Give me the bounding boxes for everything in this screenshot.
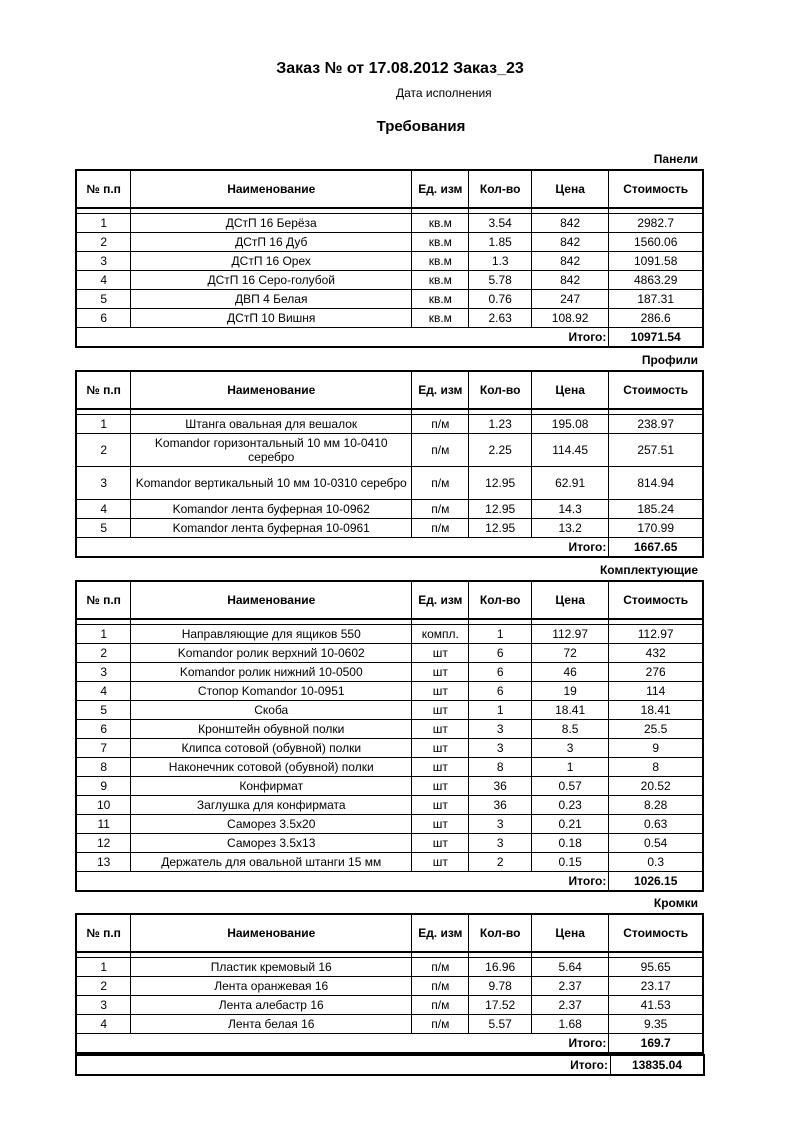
section-total-row (77, 872, 703, 891)
column-header: Наименование (131, 372, 412, 410)
table-cell: компл. (412, 625, 469, 644)
table-cell: ДСтП 16 Берёза (131, 214, 412, 233)
table-cell: 195.08 (531, 415, 608, 434)
table-cell: 6 (469, 682, 531, 701)
header-row (77, 582, 703, 620)
grand-total-label: Итого: (554, 1056, 611, 1075)
table-cell: 170.99 (609, 519, 703, 538)
table-cell: 257.51 (609, 434, 703, 467)
table-cell: 9 (77, 777, 131, 796)
table-cell: 12.95 (469, 467, 531, 500)
table-cell: 1 (77, 625, 131, 644)
table-cell: 9.78 (469, 977, 531, 996)
column-header: Стоимость (609, 582, 703, 620)
table-cell: 72 (531, 644, 608, 663)
table-cell: 842 (531, 214, 608, 233)
table-cell: 1 (469, 701, 531, 720)
table-row (77, 233, 703, 252)
table-cell: 11 (77, 815, 131, 834)
section-table (76, 371, 703, 557)
table-cell: 1.68 (531, 1015, 608, 1034)
table-cell: 112.97 (609, 625, 703, 644)
table-cell: 286.6 (609, 309, 703, 328)
table-cell: 25.5 (609, 720, 703, 739)
table-row (77, 309, 703, 328)
table-cell: кв.м (412, 214, 469, 233)
table-cell: Кронштейн обувной полки (131, 720, 412, 739)
table-row (77, 977, 703, 996)
grand-total-table (76, 1055, 704, 1075)
table-cell: 0.63 (609, 815, 703, 834)
section-label: Профили (641, 353, 698, 367)
section-total-value: 1026.15 (609, 872, 703, 891)
requirements-heading: Требования (376, 118, 466, 135)
table-cell: п/м (412, 519, 469, 538)
table-cell: 17.52 (469, 996, 531, 1015)
table-cell: 5 (77, 701, 131, 720)
table-cell: кв.м (412, 309, 469, 328)
table-row (77, 290, 703, 309)
table-row (77, 519, 703, 538)
table-cell: Клипса сотовой (обувной) полки (131, 739, 412, 758)
table-row (77, 625, 703, 644)
table-cell: 114 (609, 682, 703, 701)
grand-total-blank (77, 1056, 554, 1075)
column-header: Наименование (131, 582, 412, 620)
table-cell: 3 (77, 996, 131, 1015)
table-cell: 8 (469, 758, 531, 777)
table-cell: 0.54 (609, 834, 703, 853)
table-cell: 19 (531, 682, 608, 701)
table-cell: ДСтП 16 Дуб (131, 233, 412, 252)
table-cell: 13 (77, 853, 131, 872)
column-header: Кол-во (469, 915, 531, 953)
section-label: Комплектующие (599, 563, 698, 577)
table-cell: 2.37 (531, 977, 608, 996)
table-cell: кв.м (412, 252, 469, 271)
table-cell: 3.54 (469, 214, 531, 233)
table-cell: 23.17 (609, 977, 703, 996)
table-row (77, 214, 703, 233)
table-row (77, 958, 703, 977)
column-header: Цена (531, 171, 608, 209)
section-total-value: 169.7 (609, 1034, 703, 1053)
table-cell: 6 (77, 720, 131, 739)
table-row (77, 663, 703, 682)
column-header: Стоимость (609, 915, 703, 953)
column-header: № п.п (77, 582, 131, 620)
column-header: № п.п (77, 915, 131, 953)
table-cell: 0.15 (531, 853, 608, 872)
table-cell: шт (412, 758, 469, 777)
table-row (77, 853, 703, 872)
table-cell: 8.28 (609, 796, 703, 815)
table-cell: 0.76 (469, 290, 531, 309)
table-cell: 842 (531, 252, 608, 271)
table-cell: 0.23 (531, 796, 608, 815)
table-row (77, 996, 703, 1015)
column-header: № п.п (77, 171, 131, 209)
column-header: Ед. изм (412, 582, 469, 620)
table-cell: 0.3 (609, 853, 703, 872)
section-label: Панели (653, 152, 698, 166)
table-cell: Komandor ролик верхний 10-0602 (131, 644, 412, 663)
table-cell: Стопор Komandor 10-0951 (131, 682, 412, 701)
table-cell: 842 (531, 233, 608, 252)
table-cell: ДВП 4 Белая (131, 290, 412, 309)
table-cell: 1 (531, 758, 608, 777)
table-cell: 6 (469, 644, 531, 663)
table-row (77, 434, 703, 467)
table-row (77, 796, 703, 815)
table-cell: 2.63 (469, 309, 531, 328)
table-cell: 6 (77, 309, 131, 328)
table-cell: 3 (469, 720, 531, 739)
column-header: Ед. изм (412, 171, 469, 209)
document-title: Заказ № от 17.08.2012 Заказ_23 (276, 60, 524, 77)
table-cell: кв.м (412, 233, 469, 252)
table-cell: Штанга овальная для вешалок (131, 415, 412, 434)
table-cell: шт (412, 777, 469, 796)
table-cell: 0.57 (531, 777, 608, 796)
table-cell: п/м (412, 434, 469, 467)
table-row (77, 1015, 703, 1034)
column-header: Стоимость (609, 171, 703, 209)
table-cell: 2 (77, 233, 131, 252)
table-cell: 2.37 (531, 996, 608, 1015)
table-cell: шт (412, 663, 469, 682)
section-total-row (77, 328, 703, 347)
table-cell: кв.м (412, 271, 469, 290)
table-cell: 3 (469, 834, 531, 853)
table-cell: 36 (469, 777, 531, 796)
table-cell: 3 (469, 815, 531, 834)
table-cell: Держатель для овальной штанги 15 мм (131, 853, 412, 872)
table-cell: 16.96 (469, 958, 531, 977)
table-cell: 3 (77, 467, 131, 500)
header-row (77, 171, 703, 209)
section-total-label: Итого: (531, 538, 608, 557)
section-total-value: 10971.54 (609, 328, 703, 347)
section-total-row (77, 538, 703, 557)
table-cell: 36 (469, 796, 531, 815)
execution-date-label: Дата исполнения (396, 86, 492, 100)
table-cell: 4 (77, 271, 131, 290)
table-row (77, 720, 703, 739)
section-label: Кромки (653, 896, 698, 910)
table-cell: ДСтП 16 Серо-голубой (131, 271, 412, 290)
table-cell: 4 (77, 1015, 131, 1034)
table-cell: шт (412, 796, 469, 815)
table-cell: 6 (469, 663, 531, 682)
table-row (77, 701, 703, 720)
table-row (77, 467, 703, 500)
column-header: Ед. изм (412, 372, 469, 410)
table-cell: 185.24 (609, 500, 703, 519)
table-cell: Саморез 3.5х13 (131, 834, 412, 853)
table-cell: шт (412, 739, 469, 758)
table-cell: Конфирмат (131, 777, 412, 796)
table-cell: Направляющие для ящиков 550 (131, 625, 412, 644)
header-row (77, 372, 703, 410)
table-cell: 3 (531, 739, 608, 758)
table-row (77, 682, 703, 701)
grand-total-value: 13835.04 (611, 1056, 704, 1075)
column-header: Ед. изм (412, 915, 469, 953)
table-cell: 2 (77, 644, 131, 663)
table-cell: 8 (77, 758, 131, 777)
table-cell: Скоба (131, 701, 412, 720)
table-cell: 2.25 (469, 434, 531, 467)
table-row (77, 777, 703, 796)
table-row (77, 834, 703, 853)
table-cell: 2 (77, 977, 131, 996)
table-cell: шт (412, 815, 469, 834)
table-cell: 9 (609, 739, 703, 758)
table-cell: 20.52 (609, 777, 703, 796)
column-header: № п.п (77, 372, 131, 410)
table-cell: ДСтП 16 Орех (131, 252, 412, 271)
table-cell: п/м (412, 1015, 469, 1034)
table-cell: 18.41 (609, 701, 703, 720)
table-cell: 12 (77, 834, 131, 853)
table-cell: п/м (412, 996, 469, 1015)
table-cell: 2982.7 (609, 214, 703, 233)
table-cell: Саморез 3.5х20 (131, 815, 412, 834)
table-cell: Komandor лента буферная 10-0961 (131, 519, 412, 538)
table-cell: Komandor вертикальный 10 мм 10-0310 серебро (131, 467, 412, 500)
column-header: Кол-во (469, 582, 531, 620)
table-cell: 95.65 (609, 958, 703, 977)
table-cell: Заглушка для конфирмата (131, 796, 412, 815)
table-row (77, 415, 703, 434)
table-cell: 814.94 (609, 467, 703, 500)
column-header: Цена (531, 372, 608, 410)
table-cell: 5 (77, 519, 131, 538)
table-row (77, 739, 703, 758)
table-cell: 4863.29 (609, 271, 703, 290)
table-cell: шт (412, 720, 469, 739)
table-cell: шт (412, 644, 469, 663)
table-cell: 1 (77, 958, 131, 977)
table-cell: 842 (531, 271, 608, 290)
table-cell: 3 (77, 252, 131, 271)
column-header: Кол-во (469, 171, 531, 209)
table-cell: 62.91 (531, 467, 608, 500)
table-cell: 4 (77, 682, 131, 701)
table-cell: 9.35 (609, 1015, 703, 1034)
table-row (77, 644, 703, 663)
table-cell: 12.95 (469, 500, 531, 519)
table-cell: 187.31 (609, 290, 703, 309)
section-total-label: Итого: (531, 1034, 608, 1053)
table-cell: шт (412, 834, 469, 853)
section-total-label: Итого: (531, 872, 608, 891)
table-cell: п/м (412, 977, 469, 996)
table-cell: 5.78 (469, 271, 531, 290)
table-cell: 238.97 (609, 415, 703, 434)
table-row (77, 271, 703, 290)
table-cell: 3 (469, 739, 531, 758)
table-cell: п/м (412, 467, 469, 500)
table-cell: 18.41 (531, 701, 608, 720)
table-cell: кв.м (412, 290, 469, 309)
table-cell: Komandor горизонтальный 10 мм 10-0410 серебро (131, 434, 412, 467)
table-cell: п/м (412, 500, 469, 519)
table-cell: 276 (609, 663, 703, 682)
table-row (77, 758, 703, 777)
table-cell: Лента оранжевая 16 (131, 977, 412, 996)
table-cell: 5.64 (531, 958, 608, 977)
table-cell: Лента белая 16 (131, 1015, 412, 1034)
column-header: Наименование (131, 171, 412, 209)
table-cell: 1 (77, 415, 131, 434)
table-cell: 1.3 (469, 252, 531, 271)
table-cell: 112.97 (531, 625, 608, 644)
section-table (76, 170, 703, 347)
table-cell: 3 (77, 663, 131, 682)
table-cell: ДСтП 10 Вишня (131, 309, 412, 328)
table-cell: 2 (469, 853, 531, 872)
table-cell: 5 (77, 290, 131, 309)
table-cell: 1560.06 (609, 233, 703, 252)
table-cell: 108.92 (531, 309, 608, 328)
section-total-value: 1667.65 (609, 538, 703, 557)
table-row (77, 500, 703, 519)
section-table (76, 581, 703, 891)
table-cell: 13.2 (531, 519, 608, 538)
table-cell: 1.85 (469, 233, 531, 252)
table-cell: Наконечник сотовой (обувной) полки (131, 758, 412, 777)
column-header: Стоимость (609, 372, 703, 410)
table-cell: 1 (469, 625, 531, 644)
table-cell: 247 (531, 290, 608, 309)
table-cell: 114.45 (531, 434, 608, 467)
table-cell: 7 (77, 739, 131, 758)
table-cell: 8 (609, 758, 703, 777)
table-cell: 1 (77, 214, 131, 233)
table-cell: Лента алебастр 16 (131, 996, 412, 1015)
column-header: Цена (531, 582, 608, 620)
table-cell: 8.5 (531, 720, 608, 739)
table-cell: п/м (412, 958, 469, 977)
column-header: Цена (531, 915, 608, 953)
column-header: Наименование (131, 915, 412, 953)
table-cell: Komandor лента буферная 10-0962 (131, 500, 412, 519)
table-cell: 2 (77, 434, 131, 467)
table-cell: Пластик кремовый 16 (131, 958, 412, 977)
table-cell: 4 (77, 500, 131, 519)
table-row (77, 252, 703, 271)
section-table (76, 914, 703, 1053)
table-cell: 46 (531, 663, 608, 682)
table-cell: 0.18 (531, 834, 608, 853)
section-total-label: Итого: (531, 328, 608, 347)
table-cell: 12.95 (469, 519, 531, 538)
table-cell: 41.53 (609, 996, 703, 1015)
table-cell: 1091.58 (609, 252, 703, 271)
column-header: Кол-во (469, 372, 531, 410)
table-cell: шт (412, 701, 469, 720)
table-cell: 10 (77, 796, 131, 815)
table-cell: 0.21 (531, 815, 608, 834)
header-row (77, 915, 703, 953)
table-cell: 1.23 (469, 415, 531, 434)
table-cell: шт (412, 682, 469, 701)
table-cell: п/м (412, 415, 469, 434)
table-cell: шт (412, 853, 469, 872)
table-cell: Komandor ролик нижний 10-0500 (131, 663, 412, 682)
table-cell: 5.57 (469, 1015, 531, 1034)
section-total-row (77, 1034, 703, 1053)
table-row (77, 815, 703, 834)
table-cell: 432 (609, 644, 703, 663)
table-cell: 14.3 (531, 500, 608, 519)
